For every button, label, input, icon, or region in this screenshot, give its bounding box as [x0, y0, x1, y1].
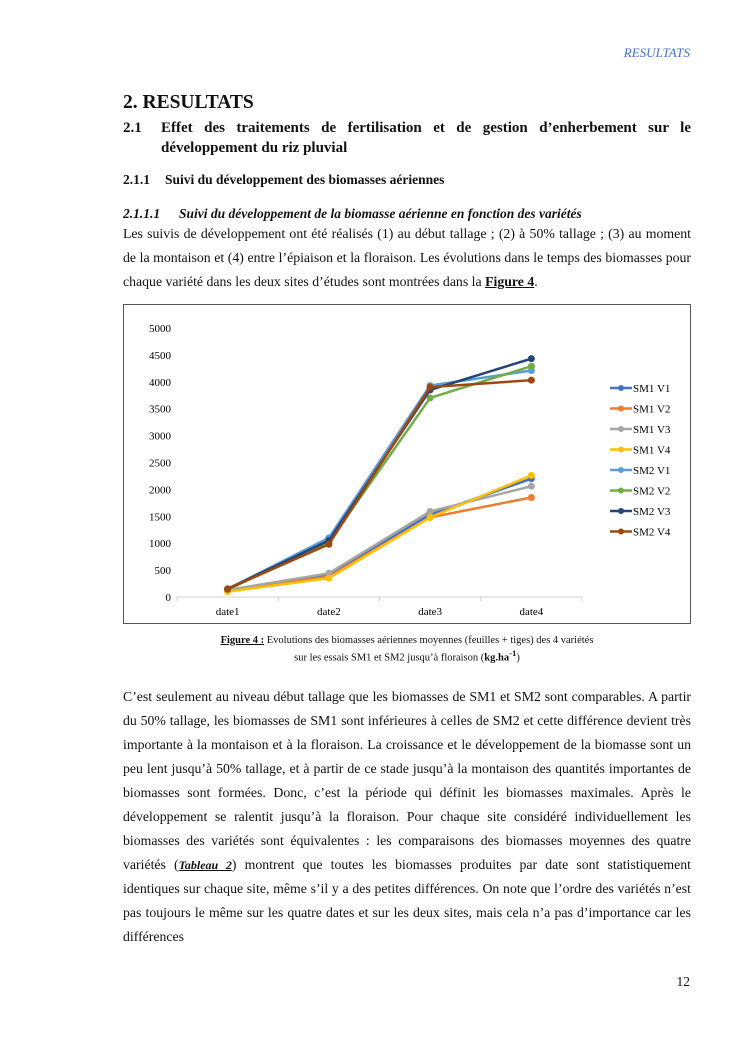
data-point	[528, 494, 535, 501]
y-tick-label: 5000	[149, 323, 171, 335]
paragraph-text: C’est seulement au niveau début tallage que les biomasses de SM1 et SM2 sont comparables. A partir du 50% tallage, les biomasses de SM1 sont inférieures à celles de SM2 et cette différence devient très importante à la montaison et à la floraison. La croissance et le développement de la biomasse sont un peu lent jusqu’à 50% tallage, et à partir de ce stade jusqu’à la montaison des quantités importantes de biomasses sont formées. Donc, c’est la période qui définit les biomasses maximales. Après le développement se ralentit jusqu’à la floraison. Pour chaque site considéré individuellement les biomasses des variétés sont équivalentes : les comparaisons des biomasses moyennes des quatre variétés (	[123, 688, 691, 872]
y-tick-label: 0	[165, 592, 171, 604]
series-line-sm2-v3	[228, 359, 532, 589]
legend-label: SM1 V3	[633, 424, 671, 436]
y-tick-label: 500	[154, 565, 171, 578]
subsection-heading	[123, 118, 691, 158]
series-line-sm2-v4	[228, 380, 532, 589]
data-point	[528, 472, 535, 479]
paragraph-text: ) montrent que toutes les biomasses produites par date sont statistiquement identiques sur chaque site, même s’il y a des petites différences. On note que l’ordre des variétés n’est pas toujours le même sur les quatre dates et sur les deux sites, mais cela n’a pas d’importance car les différences	[123, 856, 692, 944]
data-point	[427, 384, 434, 391]
y-tick-label: 3500	[149, 403, 171, 416]
y-tick-label: 4000	[149, 376, 171, 389]
series-line-sm2-v1	[228, 371, 532, 589]
y-tick-label: 2000	[149, 484, 171, 497]
paragraph-text: .	[534, 274, 538, 289]
data-point	[528, 483, 535, 490]
y-tick-label: 1500	[149, 511, 171, 524]
data-point	[427, 514, 434, 521]
figure-link[interactable]: Figure 4	[485, 274, 535, 289]
legend-marker	[618, 529, 624, 535]
paragraph-heading	[123, 206, 691, 222]
legend-label: SM2 V2	[633, 485, 671, 498]
x-tick-label: date2	[316, 606, 341, 618]
paragraph-intro	[123, 222, 691, 294]
legend-label: SM2 V4	[633, 526, 671, 539]
caption-text: )	[516, 652, 520, 664]
y-tick-label: 2500	[149, 457, 171, 470]
caption-unit-exponent: -1	[509, 648, 517, 658]
caption-text: Evolutions des biomasses aériennes moyennes (feuilles + tiges) des 4 variétés	[264, 635, 594, 646]
x-tick-label: date3	[418, 606, 443, 618]
x-tick-label: date4	[519, 606, 544, 618]
y-tick-label: 3000	[149, 430, 171, 443]
heading-text: Effet des traitements de fertilisation et de gestion d’enherbement sur le développement du riz pluvial	[161, 120, 691, 156]
biomass-chart	[123, 304, 691, 624]
data-point	[325, 541, 332, 548]
legend-marker	[618, 447, 624, 453]
paragraph-discussion	[123, 685, 691, 949]
legend-marker	[618, 406, 624, 412]
heading-number: 2.1.1.1	[123, 206, 161, 221]
heading-text: Suivi du développement des biomasses aériennes	[165, 172, 445, 187]
page-number: 12	[676, 974, 690, 989]
subsubsection-heading	[123, 172, 691, 188]
caption-label: Figure 4 :	[220, 635, 265, 646]
legend-marker	[618, 467, 624, 473]
data-point	[528, 377, 535, 384]
data-point	[528, 363, 535, 370]
legend-marker	[618, 426, 624, 432]
paragraph-text: Les suivis de développement ont été réalisés (1) au début tallage ; (2) à 50% tallage ; (3) au moment de la montaison et (4) entre l’épiaison et la floraison. Les évolutions dans le temps des biomasses pour chaque variété dans les deux sites d’études sont montrées dans la	[123, 226, 691, 289]
series-line-sm2-v2	[228, 366, 532, 589]
x-tick-label: date1	[215, 606, 240, 618]
heading-number: 2.1.1	[123, 172, 150, 187]
y-tick-label: 1000	[149, 538, 171, 551]
legend-label: SM2 V3	[633, 506, 671, 518]
series-line-sm1-v3	[228, 486, 532, 590]
figure-caption	[123, 634, 691, 665]
data-point	[325, 575, 332, 582]
legend-marker	[618, 508, 624, 514]
legend-label: SM1 V1	[633, 383, 671, 395]
data-point	[224, 585, 231, 592]
chart-svg	[124, 305, 690, 623]
table-link[interactable]: Tableau 2	[178, 857, 232, 872]
section-title: 2. RESULTATS	[123, 92, 254, 113]
running-header: RESULTATS	[623, 45, 690, 60]
caption-unit: kg.ha	[484, 652, 510, 664]
caption-text: sur les essais SM1 et SM2 jusqu’à floraison (	[294, 652, 485, 664]
legend-label: SM1 V2	[633, 403, 671, 416]
legend-label: SM2 V1	[633, 465, 671, 477]
legend-label: SM1 V4	[633, 444, 671, 457]
heading-number: 2.1	[123, 120, 142, 136]
heading-text: Suivi du développement de la biomasse aérienne en fonction des variétés	[179, 206, 582, 221]
series-line-sm1-v4	[228, 475, 532, 591]
legend-marker	[618, 385, 624, 391]
y-tick-label: 4500	[149, 349, 171, 362]
data-point	[528, 355, 535, 362]
legend-marker	[618, 488, 624, 494]
